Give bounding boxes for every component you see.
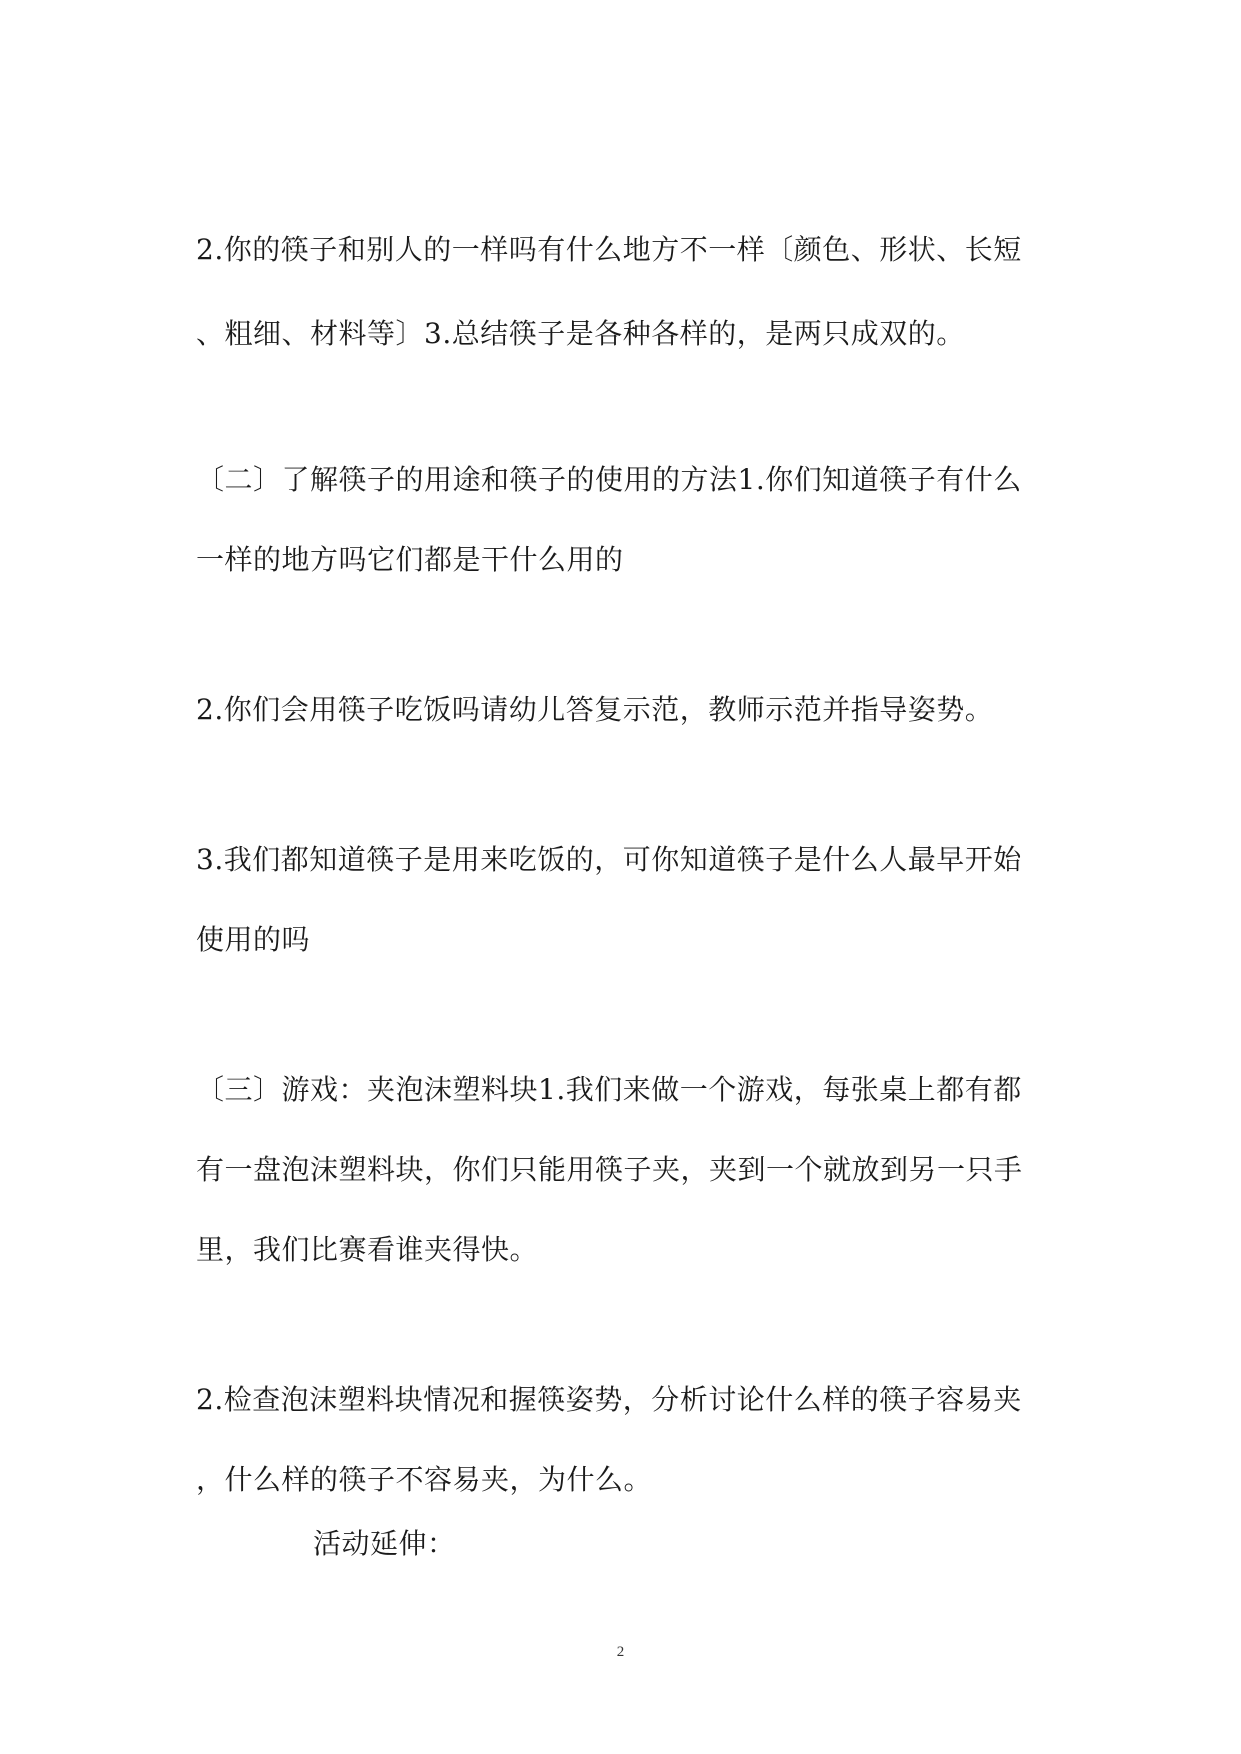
section-heading-line: 〔三〕游戏：夹泡沫塑料块1.我们来做一个游戏，每张桌上都有都 — [196, 1073, 1022, 1106]
text-line: ，什么样的筷子不容易夹，为什么。 — [196, 1463, 653, 1496]
section-heading-line: 〔二〕了解筷子的用途和筷子的使用的方法1.你们知道筷子有什么 — [196, 463, 1022, 496]
text-line: 3.我们都知道筷子是用来吃饭的，可你知道筷子是什么人最早开始 — [196, 843, 1022, 876]
activity-extension-heading: 活动延伸： — [313, 1527, 456, 1560]
text-line: 有一盘泡沫塑料块，你们只能用筷子夹，夹到一个就放到另一只手 — [196, 1153, 1023, 1186]
text-line: 使用的吗 — [196, 923, 311, 956]
text-line: 一样的地方吗它们都是干什么用的 — [196, 543, 624, 576]
page-number: 2 — [616, 1644, 625, 1660]
text-line: 、粗细、材料等〕3.总结筷子是各种各样的，是两只成双的。 — [196, 317, 965, 350]
text-line: 2.检查泡沫塑料块情况和握筷姿势，分析讨论什么样的筷子容易夹 — [196, 1383, 1022, 1416]
text-line: 里，我们比赛看谁夹得快。 — [196, 1233, 539, 1266]
text-line: 2.你的筷子和别人的一样吗有什么地方不一样〔颜色、形状、长短 — [196, 233, 1022, 266]
text-line: 2.你们会用筷子吃饭吗请幼儿答复示范，教师示范并指导姿势。 — [196, 693, 994, 726]
